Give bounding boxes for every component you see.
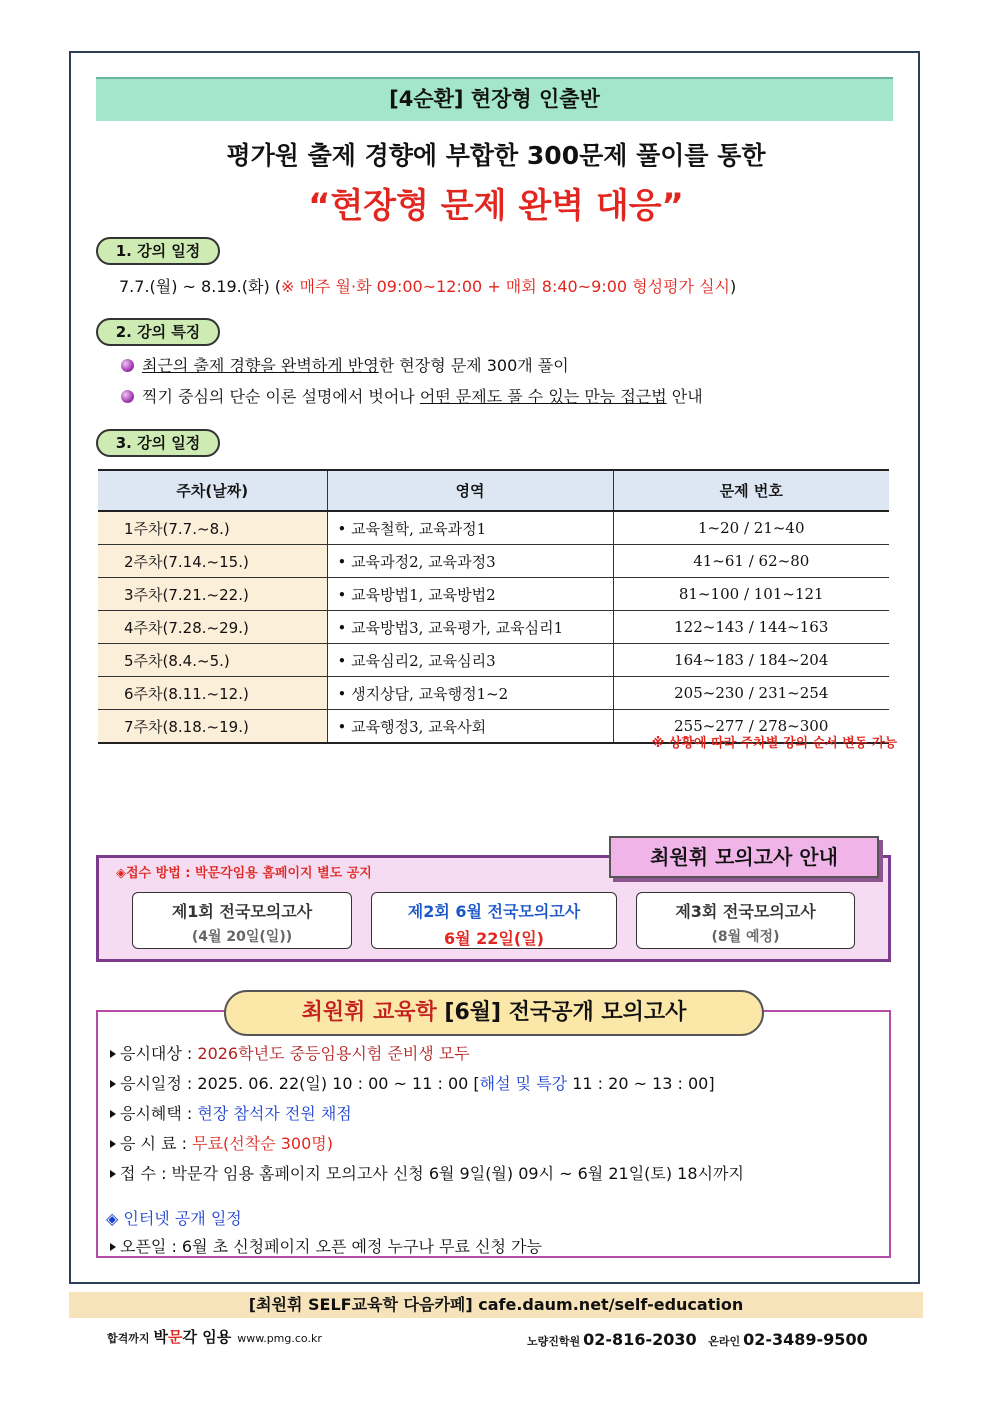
mock-exam-card-3 <box>636 892 855 949</box>
info-label: 응시일정 : 2025. 06. 22(일) 10 : 00 ~ 11 : 00 [ <box>120 1074 480 1093</box>
mock-exam-card-1 <box>132 892 352 949</box>
mock-exam-title: 제3회 전국모의고사 <box>675 902 816 921</box>
info-value-tail: 11 : 20 ~ 13 : 00] <box>567 1074 715 1093</box>
numbers-cell: 122~143 / 144~163 <box>613 611 889 644</box>
bullet-icon <box>121 359 134 372</box>
phone-label: 노량진학원 <box>527 1335 581 1348</box>
brand-char: 문 <box>168 1328 183 1346</box>
phone-label: 온라인 <box>708 1335 741 1348</box>
info-value: 현장 참석자 전원 채점 <box>197 1104 352 1123</box>
mock-exam-title: 제2회 6월 전국모의고사 <box>407 902 581 921</box>
brand-char: 박 <box>153 1328 169 1346</box>
schedule-close: ) <box>729 277 737 296</box>
info-open <box>110 1234 542 1257</box>
feature-text: 안내 <box>666 387 703 406</box>
info-label: 접 수 : 박문각 임용 홈페이지 모의고사 신청 6월 9일(월) 09시 ~ 6월 21일(토) 18시까지 <box>120 1164 744 1183</box>
triangle-icon <box>110 1110 116 1118</box>
feature-text: 찍기 중심의 단순 이론 설명에서 벗어나 <box>142 387 420 406</box>
table-row <box>98 677 889 710</box>
area-cell: • 교육방법3, 교육평가, 교육심리1 <box>327 611 613 644</box>
feature-text: 한 현장형 문제 300개 풀이 <box>378 356 569 375</box>
schedule-note: ※ 상황에 따라 주차별 강의 순서 변동 가능 <box>651 736 897 751</box>
brand-logo <box>107 1326 322 1347</box>
week-cell: 7주차(8.18.~19.) <box>98 710 327 744</box>
week-cell: 2주차(7.14.~15.) <box>98 545 327 578</box>
internet-schedule-title: ◈ 인터넷 공개 일정 <box>106 1209 242 1228</box>
brand-char: 임용 <box>197 1328 232 1346</box>
numbers-cell: 41~61 / 62~80 <box>613 545 889 578</box>
mock-exam-date: (4월 20일(일)) <box>191 929 293 945</box>
info-value: 해설 및 특강 <box>479 1074 568 1093</box>
mock-exam-method: ◈접수 방법 : 박문각임용 홈페이지 별도 공지 <box>116 866 372 881</box>
weekly-schedule-table <box>98 469 889 744</box>
area-cell: • 교육행정3, 교육사회 <box>327 710 613 744</box>
numbers-cell: 164~183 / 184~204 <box>613 644 889 677</box>
open-exam-tag-title: [6월] 전국공개 모의고사 <box>436 1000 687 1025</box>
feature-item <box>121 353 569 376</box>
header-area: 영역 <box>327 470 613 511</box>
table-row <box>98 611 889 644</box>
mock-exam-title: 제1회 전국모의고사 <box>171 902 313 921</box>
area-cell: • 교육과정2, 교육과정3 <box>327 545 613 578</box>
triangle-icon <box>110 1170 116 1178</box>
info-value: 무료(선착순 300명) <box>192 1134 333 1153</box>
feature-item <box>121 384 703 407</box>
header-numbers: 문제 번호 <box>613 470 889 511</box>
header-week: 주차(날짜) <box>98 470 327 511</box>
course-title: [4순환] 현장형 인출반 <box>96 77 893 121</box>
area-cell: • 교육방법1, 교육방법2 <box>327 578 613 611</box>
area-cell: • 교육심리2, 교육심리3 <box>327 644 613 677</box>
mock-exam-date: (8월 예정) <box>711 929 780 945</box>
brand-char: 각 <box>182 1328 198 1346</box>
table-row <box>98 511 889 545</box>
area-cell: • 교육철학, 교육과정1 <box>327 511 613 545</box>
week-cell: 5주차(8.4.~5.) <box>98 644 327 677</box>
triangle-icon <box>110 1050 116 1058</box>
numbers-cell: 255~277 / 278~300 <box>613 710 889 744</box>
info-schedule <box>110 1071 715 1094</box>
mock-exam-tag: 최원휘 모의고사 안내 <box>609 836 879 878</box>
feature-underlined: 최근의 출제 경향을 완벽하게 반영 <box>142 356 379 375</box>
table-row <box>98 578 889 611</box>
schedule-date-range: 7.7.(월) ~ 8.19.(화) ( <box>119 277 282 296</box>
feature-underlined: 어떤 문제도 풀 수 있는 만능 접근법 <box>419 387 667 406</box>
schedule-detail: ※ 매주 월·화 09:00~12:00 + 매회 8:40~9:00 형성평가 실시 <box>281 277 730 296</box>
schedule-dates <box>119 274 736 297</box>
section-label-features: 2. 강의 특징 <box>96 318 220 346</box>
week-cell: 1주차(7.7.~8.) <box>98 511 327 545</box>
numbers-cell: 81~100 / 101~121 <box>613 578 889 611</box>
info-target <box>110 1041 470 1064</box>
cafe-link[interactable]: [최원휘 SELF교육학 다음카페] cafe.daum.net/self-education <box>69 1292 923 1318</box>
table-header-row <box>98 470 889 511</box>
info-label: 응시혜택 : <box>120 1104 198 1123</box>
triangle-icon <box>110 1140 116 1148</box>
info-apply <box>110 1161 744 1184</box>
table-row <box>98 644 889 677</box>
info-benefit <box>110 1101 352 1124</box>
brand-url[interactable]: www.pmg.co.kr <box>237 1332 322 1345</box>
info-value: 2026학년도 중등임용시험 준비생 모두 <box>197 1044 470 1063</box>
mock-exam-card-2 <box>371 892 617 949</box>
section-label-schedule: 1. 강의 일정 <box>96 237 220 265</box>
phone-number: 02-816-2030 <box>583 1330 697 1349</box>
open-exam-tag-name: 최원휘 교육학 <box>301 1000 437 1025</box>
contact-phones <box>527 1330 868 1349</box>
course-headline: “현장형 문제 완벽 대응” <box>308 186 684 226</box>
open-exam-tag <box>224 990 764 1036</box>
triangle-icon <box>110 1080 116 1088</box>
numbers-cell: 205~230 / 231~254 <box>613 677 889 710</box>
mock-exam-date: 6월 22일(일) <box>444 929 544 948</box>
info-fee <box>110 1131 333 1154</box>
triangle-icon <box>110 1243 116 1251</box>
brand-slogan: 합격까지 <box>107 1332 150 1345</box>
phone-number: 02-3489-9500 <box>743 1330 868 1349</box>
section-label-weekly: 3. 강의 일정 <box>96 429 220 457</box>
info-label: 응시대상 : <box>120 1044 198 1063</box>
week-cell: 3주차(7.21.~22.) <box>98 578 327 611</box>
week-cell: 4주차(7.28.~29.) <box>98 611 327 644</box>
table-row <box>98 545 889 578</box>
area-cell: • 생지상담, 교육행정1~2 <box>327 677 613 710</box>
week-cell: 6주차(8.11.~12.) <box>98 677 327 710</box>
numbers-cell: 1~20 / 21~40 <box>613 511 889 545</box>
course-subtitle: 평가원 출제 경향에 부합한 300문제 풀이를 통한 <box>226 141 766 170</box>
info-label: 응 시 료 : <box>120 1134 193 1153</box>
info-label: 오픈일 : 6월 초 신청페이지 오픈 예정 누구나 무료 신청 가능 <box>120 1237 542 1256</box>
bullet-icon <box>121 390 134 403</box>
